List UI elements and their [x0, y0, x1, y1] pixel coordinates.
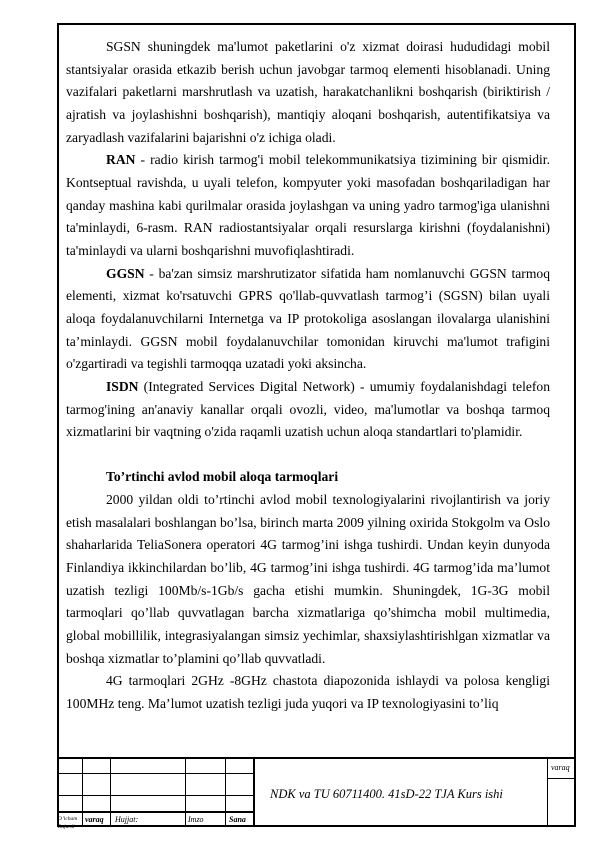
row-performed: Bajardi: [58, 824, 75, 830]
col-date: Sana: [229, 815, 246, 824]
section-heading: To’rtinchi avlod mobil aloqa tarmoqlari: [106, 469, 339, 485]
col-sheet: varaq: [85, 815, 104, 824]
term-isdn: ISDN: [106, 378, 139, 394]
paragraph-4g-history: 2000 yildan oldi to’rtinchi avlod mobil texnologiyalarini rivojlantirish va joriy etish masalalari boshlangan bo’lsa, birinch marta 2009 yilning oxirida Stokgolm va Oslo shaharlarida TeliaSonera operatori 4G tarmog’ini ishga tushirdi. Undan keyin dunyoda Finlandiya ikkinchilardan bo’lib, 4G tarmog’ini ishga tushirdi. 4G tarmog’ida ma’lumot uzatish tezligi 100Mb/s-1Gb/s gacha etishi mumkin. Shuningdek, 1G-3G mobil tarmoqlari qo’llab quvvatlagan barcha xizmatlariga qo’shimcha mobil multimedia, global mobillilik, integrasiyalangan simsiz yechimlar, shaxsiylashtirishlgan xizmatlar va boshqa xizmatlar to’plamini qo’llab quvvatladi.: [66, 492, 550, 666]
isdn-definition: (Integrated Services Digital Network) - umumiy foydalanishdagi telefon tarmog'ining an'anaviy kanallar orqali ovozli, video, ma'lumotlar va boshqa tarmoq xizmatlarini bir vaqtning o'zida raqamli uzatish uchun aloqa standartlari to'plamidir.: [66, 378, 550, 440]
term-ran: RAN: [106, 152, 136, 168]
paragraph-ggsn: [66, 263, 550, 376]
term-ggsn: GGSN: [106, 265, 145, 281]
col-doc: Hujjat:: [115, 815, 139, 824]
paragraph-4g-frequency: 4G tarmoqlari 2GHz -8GHz chastota diapozonida ishlaydi va polosa kengligi 100MHz teng. Ma’lumot uzatish tezligi juda yuqori va IP texnologiyasini to’liq: [66, 673, 550, 712]
title-block-stamp: [57, 757, 576, 830]
paragraph-isdn: [66, 376, 550, 444]
blank-line: [66, 444, 550, 467]
paragraph-sgsn: SGSN shuningdek ma'lumot paketlarini o'z xizmat doirasi hududidagi mobil stantsiyalar orasida etkazib berish uchun javobgar tarmoq elementi hisoblanadi. Uning vazifalari paketlarni marshrutlash va uzatish, harakatchanlikni boshqarish (biriktirish / ajratish va joylashishni boshqarish), mantiqiy aloqani boshqarish, autentifikatsiya va zaryadlash vazifalarini bajarishni o'z ichiga oladi.: [66, 39, 550, 145]
col-sign: Imzo: [188, 815, 204, 824]
document-body: [66, 36, 550, 716]
col-change: O’lcham: [58, 816, 78, 822]
sheet-label: varaq: [551, 763, 570, 772]
document-code: NDK va TU 60711400. 41sD-22 TJA Kurs ishi: [270, 787, 503, 801]
paragraph-ran: [66, 149, 550, 262]
ran-definition: - radio kirish tarmog'i mobil telekommunikatsiya tizimining bir qismidir. Kontseptual ravishda, u uyali telefon, kompyuter yoki masofadan boshqariladigan har qanday mashina kabi qurilmalar orasida joylashgan va uning yadro tarmog'iga ulanishni ta'minlaydi, 6-rasm. RAN radiostantsiyalar orqali resurslarga kirishni (foydalanishni) ta'minlaydi va ularni boshqarishni muvofiqlashtiradi.: [66, 152, 550, 258]
ggsn-definition: - ba'zan simsiz marshrutizator sifatida ham nomlanuvchi GGSN tarmoq elementi, xizmat ko'rsatuvchi GPRS qo'llab-quvvatlash tarmog’i (SGSN) bilan uyali aloqa foydalanuvchilarni Internetga va IP protokoliga asoslangan ilovalarga ulanishini ta’minlaydi. GGSN mobil foydalanuvchilar tomonidan kiruvchi ma'lumot trafigini o'zgartiradi va tegishli tarmoqqa uzatadi yoki aksincha.: [66, 265, 550, 372]
